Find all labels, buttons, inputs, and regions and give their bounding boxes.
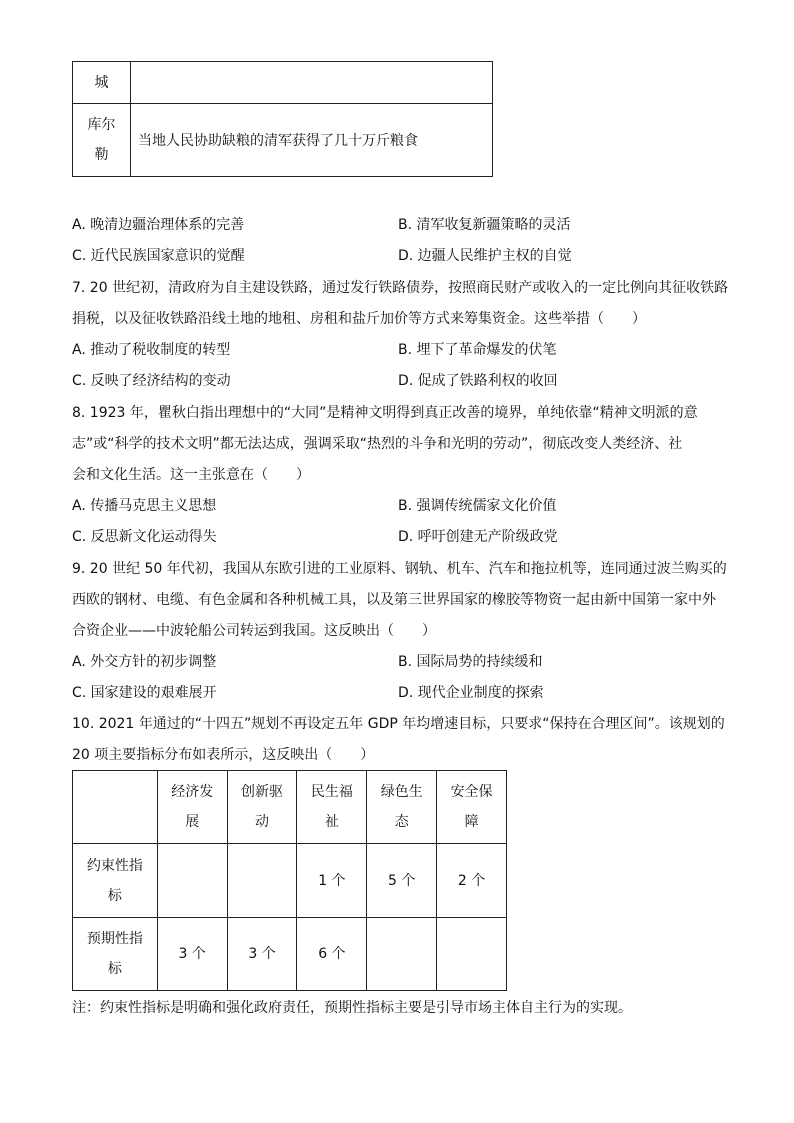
option-b: B. 强调传统儒家文化价值 [398, 498, 557, 514]
table-row [73, 62, 493, 104]
table-header-cell [297, 771, 367, 844]
table-cell [131, 62, 493, 104]
cell-text: 库尔勒 [87, 117, 116, 163]
option-d: D. 呼吁创建无产阶级政党 [398, 529, 558, 545]
table-cell: 1 个 [297, 844, 367, 918]
question-text: 7. 20 世纪初，清政府为自主建设铁路，通过发行铁路债券，按照商民财产或收入的一定比例向其征收铁路 [72, 280, 729, 296]
option-d: D. 边疆人民维护主权的自觉 [398, 248, 572, 264]
option-a: A. 外交方针的初步调整 [72, 654, 217, 670]
table-q6 [72, 61, 493, 177]
question-text: 10. 2021 年通过的“十四五”规划不再设定五年 GDP 年均增速目标，只要求“保持在合理区间”。该规划的 [72, 716, 725, 732]
table-row [73, 918, 507, 991]
option-a: A. 晚清边疆治理体系的完善 [72, 217, 245, 233]
question-text: 20 项主要指标分布如表所示，这反映出（ ） [72, 747, 375, 763]
option-c: C. 近代民族国家意识的觉醒 [72, 248, 245, 264]
header-text: 创新驱动 [241, 784, 284, 830]
table-cell [437, 918, 507, 991]
table-cell [367, 918, 437, 991]
question-text: 会和文化生活。这一主张意在（ ） [72, 467, 310, 483]
option-c: C. 国家建设的艰难展开 [72, 685, 217, 701]
row-header-cell [73, 918, 158, 991]
option-b: B. 清军收复新疆策略的灵活 [398, 217, 571, 233]
table-cell: 城 [73, 62, 131, 104]
table-cell: 3 个 [227, 918, 297, 991]
option-a: A. 传播马克思主义思想 [72, 498, 217, 514]
table-cell [227, 844, 297, 918]
question-text: 志”或“科学的技术文明”都无法达成，强调采取“热烈的斗争和光明的劳动”，彻底改变人类经济、社 [72, 436, 683, 452]
question-text: 8. 1923 年，瞿秋白指出理想中的“大同”是精神文明得到真正改善的境界，单纯依靠“精神文明派的意 [72, 405, 698, 421]
table-cell: 2 个 [437, 844, 507, 918]
table-cell: 6 个 [297, 918, 367, 991]
table-header-cell [157, 771, 227, 844]
question-text: 9. 20 世纪 50 年代初，我国从东欧引进的工业原料、钢轨、机车、汽车和拖拉机等，连同通过波兰购买的 [72, 561, 727, 577]
row-header-text: 约束性指标 [86, 857, 143, 904]
option-b: B. 埋下了革命爆发的伏笔 [398, 342, 557, 358]
table-q10 [72, 770, 507, 991]
question-text: 捐税，以及征收铁路沿线土地的地租、房租和盐斤加价等方式来筹集资金。这些举措（ ） [72, 311, 646, 327]
question-text: 合资企业——中波轮船公司转运到我国。这反映出（ ） [72, 623, 436, 639]
row-header-cell [73, 844, 158, 918]
table-cell [157, 844, 227, 918]
option-d: D. 促成了铁路利权的收回 [398, 373, 558, 389]
table-cell: 5 个 [367, 844, 437, 918]
table-cell: 3 个 [157, 918, 227, 991]
table-row [73, 844, 507, 918]
header-text: 绿色生态 [380, 784, 423, 830]
table-cell [73, 104, 131, 177]
header-text: 民生福祉 [310, 784, 353, 830]
option-d: D. 现代企业制度的探索 [398, 685, 544, 701]
header-text: 经济发展 [171, 784, 214, 830]
header-text: 安全保障 [450, 784, 493, 830]
option-b: B. 国际局势的持续缓和 [398, 654, 543, 670]
table-header-cell [437, 771, 507, 844]
table-header-row [73, 771, 507, 844]
question-text: 西欧的钢材、电缆、有色金属和各种机械工具，以及第三世界国家的橡胶等物资一起由新中国第一家中外 [72, 592, 716, 608]
option-a: A. 推动了税收制度的转型 [72, 342, 231, 358]
table-row [73, 104, 493, 177]
option-c: C. 反映了经济结构的变动 [72, 373, 231, 389]
table-note: 注：约束性指标是明确和强化政府责任，预期性指标主要是引导市场主体自主行为的实现。 [72, 1000, 632, 1016]
row-header-text: 预期性指标 [86, 931, 143, 977]
table-header-cell [227, 771, 297, 844]
table-header-cell [367, 771, 437, 844]
option-c: C. 反思新文化运动得失 [72, 529, 217, 545]
table-cell: 当地人民协助缺粮的清军获得了几十万斤粮食 [131, 104, 493, 177]
table-header-cell [73, 771, 158, 844]
